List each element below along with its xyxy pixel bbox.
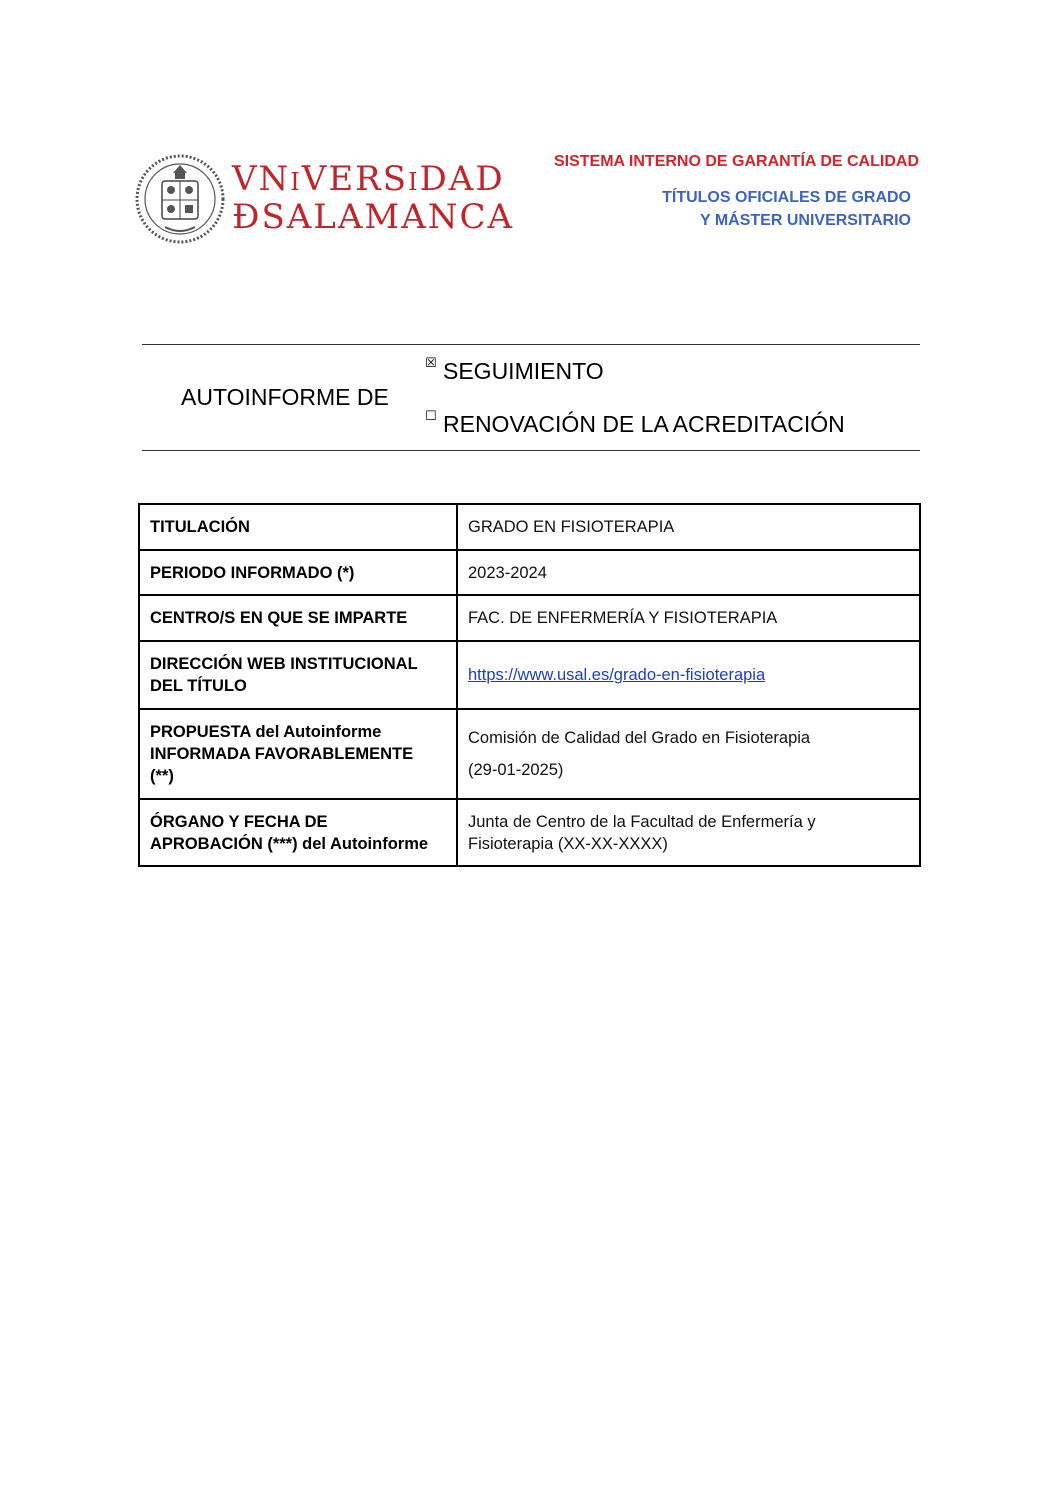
table-row xyxy=(139,709,920,799)
row-key-line xyxy=(150,721,446,743)
report-type-label: AUTOINFORME DE xyxy=(181,384,389,410)
titles-line-1: TÍTULOS OFICIALES DE GRADO xyxy=(662,189,911,206)
option-seguimiento[interactable] xyxy=(425,358,604,385)
table-row xyxy=(139,799,920,866)
row-key-line: ÓRGANO Y FECHA DE xyxy=(150,812,328,831)
option-label: SEGUIMIENTO xyxy=(443,358,604,384)
row-value-line: Junta de Centro de la Facultad de Enfermería y xyxy=(468,812,816,831)
row-key: PERIODO INFORMADO (*) xyxy=(139,550,457,595)
info-table xyxy=(138,503,921,867)
table-row xyxy=(139,595,920,641)
row-value: GRADO EN FISIOTERAPIA xyxy=(457,504,920,550)
table-row xyxy=(139,504,920,550)
university-seal-icon xyxy=(135,153,225,245)
row-key-line: APROBACIÓN (***) del Autoinforme xyxy=(150,834,429,853)
row-value xyxy=(457,641,920,709)
row-value xyxy=(457,799,920,866)
checked-checkbox-icon[interactable]: ☒ xyxy=(425,356,437,371)
divider-top xyxy=(142,344,920,345)
row-value-line: (29-01-2025) xyxy=(468,761,564,779)
table-row xyxy=(139,641,920,709)
unchecked-checkbox-icon[interactable]: ☐ xyxy=(425,409,437,424)
titles-line-2: Y MÁSTER UNIVERSITARIO xyxy=(700,212,911,229)
university-logo xyxy=(232,160,514,236)
row-key-bold: PROPUESTA xyxy=(150,723,251,741)
row-value-line: Comisión de Calidad del Grado en Fisioterapia xyxy=(468,729,811,747)
logo-line-2: ÐSALAMANCA xyxy=(232,197,515,237)
row-key xyxy=(139,641,457,709)
row-key-line: INFORMADA FAVORABLEMENTE xyxy=(150,745,414,763)
row-value: 2023-2024 xyxy=(457,550,920,595)
row-value: FAC. DE ENFERMERÍA Y FISIOTERAPIA xyxy=(457,595,920,641)
page-header xyxy=(0,0,1058,260)
option-label: RENOVACIÓN DE LA ACREDITACIÓN xyxy=(443,411,845,437)
row-key-line: (**) xyxy=(150,767,174,785)
web-link[interactable]: https://www.usal.es/grado-en-fisioterapia xyxy=(468,666,766,684)
titles-subtitle xyxy=(662,186,911,232)
divider-bottom xyxy=(142,450,920,451)
row-value xyxy=(457,709,920,799)
logo-line-1: VNiVERSiDAD xyxy=(232,159,505,199)
option-renovacion[interactable] xyxy=(425,411,845,438)
row-key-line: DEL TÍTULO xyxy=(150,677,247,695)
system-title: SISTEMA INTERNO DE GARANTÍA DE CALIDAD xyxy=(553,153,919,170)
table-row xyxy=(139,550,920,595)
row-key-rest: del Autoinforme xyxy=(250,723,382,741)
row-key-line: DIRECCIÓN WEB INSTITUCIONAL xyxy=(150,655,418,673)
row-key: CENTRO/S EN QUE SE IMPARTE xyxy=(139,595,457,641)
row-key: TITULACIÓN xyxy=(139,504,457,550)
row-value-line: Fisioterapia (XX-XX-XXXX) xyxy=(468,834,668,853)
row-key xyxy=(139,709,457,799)
row-key xyxy=(139,799,457,866)
